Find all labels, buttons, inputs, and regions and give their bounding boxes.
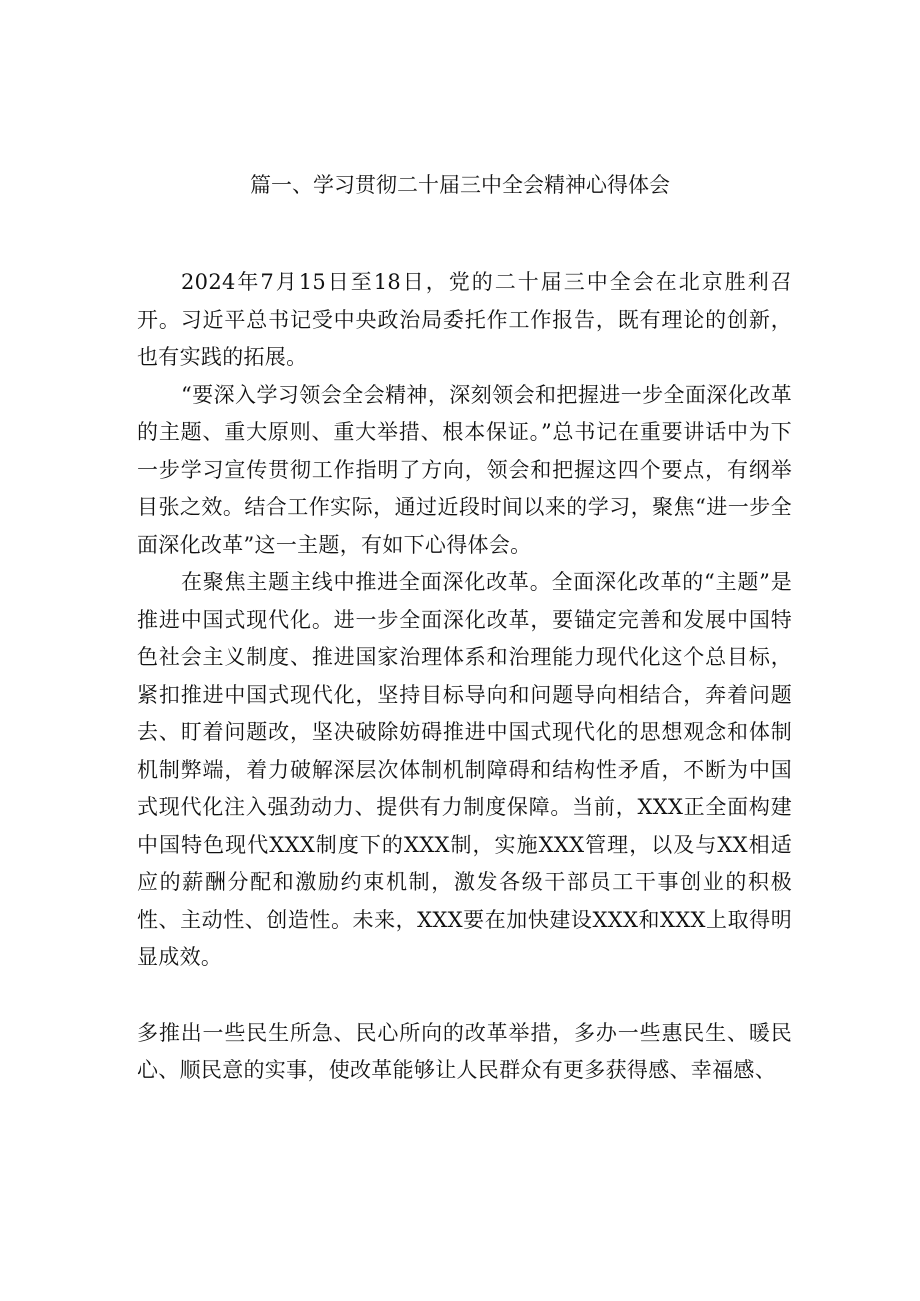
paragraph-3: 在聚焦主题主线中推进全面深化改革。全面深化改革的“主题”是推进中国式现代化。进一步全面深化改革，要锚定完善和发展中国特色社会主义制度、推进国家治理体系和治理能力现代化这个总目标，紧扣推进中国式现代化，坚持目标导向和问题导向相结合，奔着问题去、盯着问题改，坚决破除妨碍推进中国式现代化的思想观念和体制机制弊端，着力破解深层次体制机制障碍和结构性矛盾，不断为中国式现代化注入强劲动力、提供有力制度保障。当前，XXX正全面构建中国特色现代XXX制度下的XXX制，实施XXX管理，以及与XX相适应的薪酬分配和激励约束机制，激发各级干部员工干事创业的积极性、主动性、创造性。未来，XXX要在加快建设XXX和XXX上取得明显成效。 [137,570,792,969]
document-title: 篇一、学习贯彻二十届三中全会精神心得体会 [250,173,670,197]
document-body [137,264,792,1090]
paragraph-4: 多推出一些民生所急、民心所向的改革举措，多办一些惠民生、暖民心、顺民意的实事，使改革能够让人民群众有更多获得感、幸福感、 [137,1020,792,1082]
paragraph-2: “要深入学习领会全会精神，深刻领会和把握进一步全面深化改革的主题、重大原则、重大举措、根本保证。”总书记在重要讲话中为下一步学习宣传贯彻工作指明了方向，领会和把握这四个要点，有纲举目张之效。结合工作实际，通过近段时间以来的学习，聚焦“进一步全面深化改革”这一主题，有如下心得体会。 [137,382,792,557]
paragraph-1: 2024年7月15日至18日，党的二十届三中全会在北京胜利召开。习近平总书记受中央政治局委托作工作报告，既有理论的创新，也有实践的拓展。 [137,270,792,369]
